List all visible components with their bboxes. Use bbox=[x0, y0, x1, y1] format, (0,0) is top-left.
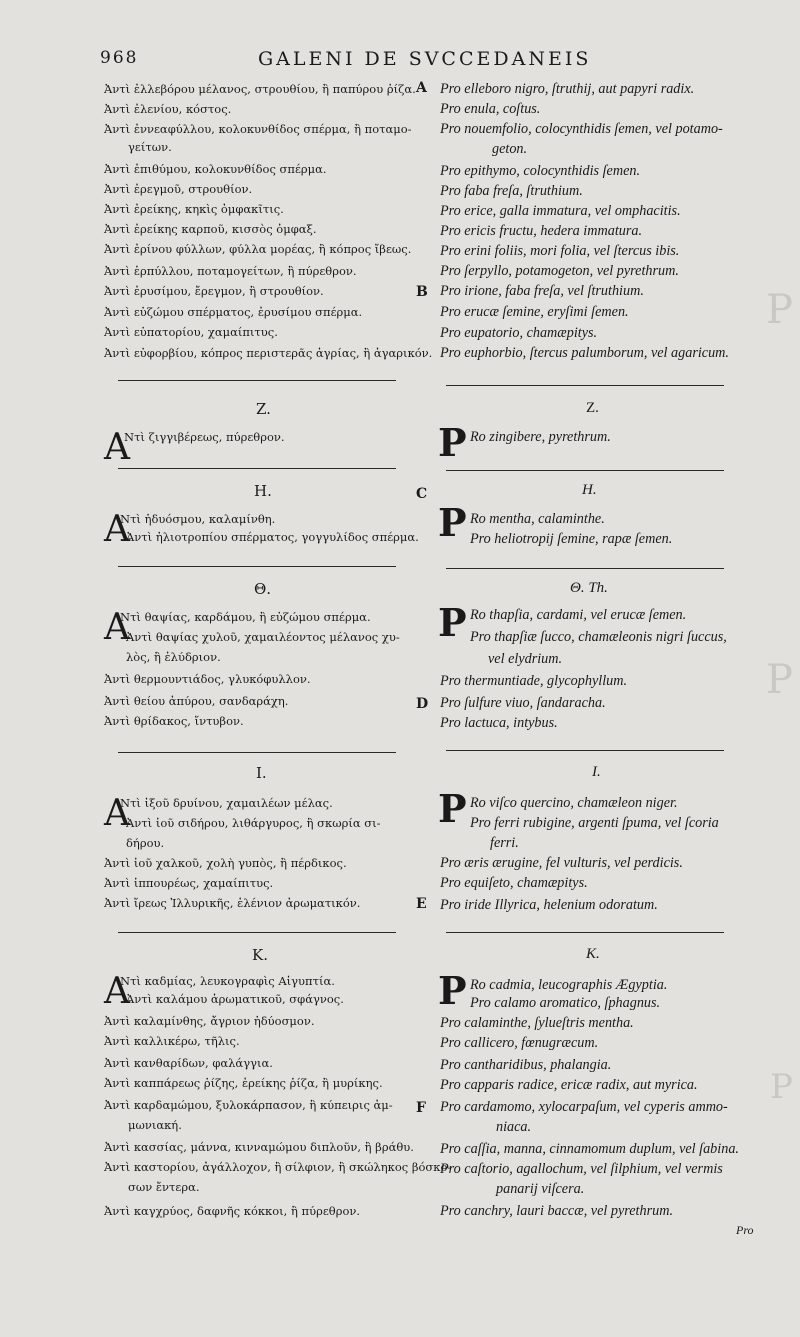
latin-line: Pro ſulfure viuo, ſandaracha. bbox=[440, 695, 606, 711]
page-number: 968 bbox=[100, 48, 139, 68]
bleed-through-text: P bbox=[766, 287, 793, 333]
greek-line: Ἀντὶ ἐλλεβόρου μέλανος, στρουθίου, ἢ παπύρου ῥίζα. bbox=[104, 82, 416, 96]
margin-letter-f: F bbox=[416, 1100, 426, 1116]
latin-line: Pro erini foliis, mori folia, vel ſtercus ibis. bbox=[440, 243, 680, 259]
section-rule bbox=[118, 752, 396, 753]
greek-line: Ἀντὶ καλαμίνθης, ἄγριον ἡδύοσμον. bbox=[104, 1014, 315, 1028]
latin-line: Ro mentha, calaminthe. bbox=[470, 511, 605, 527]
drop-cap-p: P bbox=[438, 968, 467, 1013]
greek-line: Ντὶ καδμίας, λευκογραφὶς Αἰγυπτία. bbox=[120, 974, 335, 988]
greek-line: Ἀντὶ ἐρίνου φύλλων, φύλλα μορέας, ἢ κόπρος ἴβεως. bbox=[104, 242, 412, 256]
section-letter-theta: Θ. Th. bbox=[570, 580, 608, 596]
latin-line: Pro heliotropij ſemine, rapæ ſemen. bbox=[470, 531, 673, 547]
latin-line: Pro lactuca, intybus. bbox=[440, 715, 558, 731]
section-rule bbox=[446, 750, 724, 751]
greek-line: Ἀντὶ καρδαμώμου, ξυλοκάρπασον, ἢ κύπειρις ἀμ- bbox=[104, 1098, 393, 1112]
latin-line: Pro enula, coſtus. bbox=[440, 101, 541, 117]
latin-column bbox=[440, 80, 760, 1337]
latin-line: Pro elleboro nigro, ſtruthij, aut papyri radix. bbox=[440, 81, 695, 97]
greek-line: Ἀντὶ ἡλιοτροπίου σπέρματος, γογγυλίδος σπέρμα. bbox=[126, 530, 419, 544]
greek-line: Ἀντὶ καγχρύος, δαφνῆς κόκκοι, ἢ πύρεθρον. bbox=[104, 1204, 361, 1218]
greek-line: Ἀντὶ καστορίου, ἀγάλλοχον, ἢ σίλφιον, ἢ σκώληκος βόσκο- bbox=[104, 1160, 452, 1174]
latin-line: Pro erice, galla immatura, vel omphacitis. bbox=[440, 203, 681, 219]
section-letter-eta: H. bbox=[582, 482, 597, 498]
margin-letter-d: D bbox=[416, 696, 429, 712]
greek-line: Ἀντὶ κασσίας, μάννα, κινναμώμου διπλοῦν, ἢ βράθυ. bbox=[104, 1140, 414, 1154]
greek-column bbox=[104, 80, 452, 1337]
latin-line: Pro caſſia, manna, cinnamomum duplum, vel ſabina. bbox=[440, 1141, 739, 1157]
greek-line: Ἀντὶ θαψίας χυλοῦ, χαμαιλέοντος μέλανος χυ- bbox=[126, 630, 400, 644]
latin-line: Pro capparis radice, ericæ radix, aut myrica. bbox=[440, 1077, 698, 1093]
latin-line: Ro viſco quercino, chamæleon niger. bbox=[470, 795, 678, 811]
section-rule bbox=[446, 568, 724, 569]
greek-line: Ἀντὶ ἐρείκης καρποῦ, κισσὸς ὀμφαξ. bbox=[104, 222, 317, 236]
section-rule bbox=[446, 470, 724, 471]
greek-line: Ἀντὶ ἰοῦ χαλκοῦ, χολὴ γυπὸς, ἢ πέρδικος. bbox=[104, 856, 347, 870]
section-letter-iota: I. bbox=[256, 764, 267, 782]
latin-line: Pro ferri rubigine, argenti ſpuma, vel ſcoria bbox=[470, 815, 719, 831]
latin-line: panarij viſcera. bbox=[496, 1181, 585, 1197]
catchword: Pro bbox=[736, 1223, 754, 1237]
latin-line: niaca. bbox=[496, 1119, 532, 1135]
section-rule bbox=[118, 380, 396, 381]
greek-line: Ἀντὶ καππάρεως ῥίζης, ἐρείκης ῥίζα, ἢ μυρίκης. bbox=[104, 1076, 383, 1090]
section-letter-z: Z. bbox=[586, 400, 599, 416]
section-rule bbox=[118, 566, 396, 567]
greek-line: σων ἔντερα. bbox=[128, 1180, 200, 1194]
section-letter-kappa: K. bbox=[586, 946, 600, 962]
bleed-through-text: P bbox=[770, 1067, 793, 1107]
greek-line: Ἀντὶ ἰοῦ σιδήρου, λιθάργυρος, ἢ σκωρία σι- bbox=[126, 816, 381, 830]
greek-line: Ἀντὶ ἴρεως Ἰλλυρικῆς, ἑλένιον ἀρωματικόν. bbox=[104, 896, 361, 910]
greek-line: Ἀντὶ εὐφορβίου, κόπρος περιστερᾶς ἀγρίας, ἢ ἀγαρικόν. bbox=[104, 346, 433, 360]
latin-line: Pro canchry, lauri baccæ, vel pyrethrum. bbox=[440, 1203, 673, 1219]
latin-line: Pro equiſeto, chamæpitys. bbox=[440, 875, 588, 891]
latin-line: Pro thapſiæ ſucco, chamæleonis nigri ſuccus, bbox=[470, 629, 727, 645]
greek-line: Ἀντὶ θρίδακος, ἴντυβον. bbox=[104, 714, 244, 728]
latin-line: Pro thermuntiade, glycophyllum. bbox=[440, 673, 628, 689]
greek-line: Ἀντὶ θείου ἀπύρου, σανδαράχη. bbox=[104, 694, 289, 708]
greek-line: Ἀντὶ ἑρπύλλου, ποταμογείτων, ἢ πύρεθρον. bbox=[104, 264, 357, 278]
latin-line: Pro nouemfolio, colocynthidis ſemen, vel potamo- bbox=[440, 121, 723, 137]
greek-line: λὸς, ἢ ἐλύδριον. bbox=[126, 650, 221, 664]
greek-line: Ἀντὶ ἐπιθύμου, κολοκυνθίδος σπέρμα. bbox=[104, 162, 327, 176]
latin-line: Ro cadmia, leucographis Ægyptia. bbox=[470, 977, 668, 993]
latin-line: Pro ericis fructu, hedera immatura. bbox=[440, 223, 643, 239]
section-letter-theta: Θ. bbox=[254, 580, 272, 598]
drop-cap: A bbox=[104, 793, 130, 834]
latin-line: Pro calaminthe, ſylueſtris mentha. bbox=[440, 1015, 634, 1031]
latin-line: ferri. bbox=[490, 835, 519, 851]
latin-line: Pro æris ærugine, fel vulturis, vel perdicis. bbox=[440, 855, 683, 871]
greek-line: Ντὶ ἰξοῦ δρυίνου, χαμαιλέων μέλας. bbox=[120, 796, 333, 810]
bleed-through-text: P bbox=[766, 657, 793, 703]
section-rule bbox=[118, 468, 396, 469]
latin-line: vel elydrium. bbox=[488, 651, 563, 667]
greek-line: Ἀντὶ εὐπατορίου, χαμαίπιτυς. bbox=[104, 325, 278, 339]
greek-line: Ἀντὶ κανθαρίδων, φαλάγγια. bbox=[104, 1056, 273, 1070]
latin-line: Pro erucæ ſemine, eryſimi ſemen. bbox=[440, 304, 629, 320]
greek-line: Ἀντὶ ἐρείκης, κηκὶς ὀμφακῖτις. bbox=[104, 202, 284, 216]
latin-line: Ro zingibere, pyrethrum. bbox=[470, 429, 611, 445]
greek-line: Ἀντὶ ἐλενίου, κόστος. bbox=[104, 102, 232, 116]
latin-line: Pro cardamomo, xylocarpaſum, vel cyperis ammo- bbox=[440, 1099, 728, 1115]
latin-line: Pro euphorbio, ſtercus palumborum, vel agaricum. bbox=[440, 345, 729, 361]
greek-line: Ἀντὶ ἐρεγμοῦ, στρουθίον. bbox=[104, 182, 253, 196]
drop-cap: A bbox=[104, 607, 130, 648]
section-rule bbox=[446, 385, 724, 386]
latin-line: Pro cantharidibus, phalangia. bbox=[440, 1057, 612, 1073]
drop-cap-p: P bbox=[438, 420, 467, 465]
latin-line: Pro faba freſa, ſtruthium. bbox=[440, 183, 583, 199]
running-title: GALENI DE SVCCEDANEIS bbox=[258, 48, 592, 70]
greek-line: Ἀντὶ εὐζώμου σπέρματος, ἐρυσίμου σπέρμα. bbox=[104, 305, 363, 319]
greek-line: Ντὶ ἡδυόσμου, καλαμίνθη. bbox=[120, 512, 276, 526]
section-letter-z: Z. bbox=[256, 400, 271, 418]
latin-line: Pro ſerpyllo, potamogeton, vel pyrethrum. bbox=[440, 263, 679, 279]
section-letter-iota: I. bbox=[592, 764, 601, 780]
section-rule bbox=[446, 932, 724, 933]
latin-line: Pro epithymo, colocynthidis ſemen. bbox=[440, 163, 641, 179]
greek-line: μωνιακή. bbox=[128, 1118, 182, 1132]
latin-line: Pro iride Illyrica, helenium odoratum. bbox=[440, 897, 658, 913]
latin-line: Pro eupatorio, chamæpitys. bbox=[440, 325, 598, 341]
greek-line: Ντὶ θαψίας, καρδάμου, ἢ εὐζώμου σπέρμα. bbox=[120, 610, 371, 624]
margin-letter-b: B bbox=[416, 284, 428, 300]
running-header bbox=[100, 48, 760, 72]
section-rule bbox=[118, 932, 396, 933]
greek-line: Ἀντὶ ἐννεαφύλλου, κολοκυνθίδος σπέρμα, ἢ ποταμο- bbox=[104, 122, 412, 136]
drop-cap: A bbox=[104, 971, 130, 1012]
greek-line: Ἀντὶ θερμουντιάδος, γλυκόφυλλον. bbox=[104, 672, 311, 686]
latin-line: Pro caſtorio, agallochum, vel ſilphium, vel vermis bbox=[440, 1161, 723, 1177]
greek-line: δήρου. bbox=[126, 836, 165, 850]
greek-line: Ἀντὶ καλάμου ἀρωματικοῦ, σφάγνος. bbox=[126, 992, 344, 1006]
greek-line: Ντὶ ζιγγιβέρεως, πύρεθρον. bbox=[124, 430, 285, 444]
greek-line: Ἀντὶ ἐρυσίμου, ἔρεγμον, ἢ στρουθίον. bbox=[104, 284, 324, 298]
section-letter-eta: H. bbox=[254, 482, 272, 500]
section-letter-kappa: K. bbox=[252, 946, 268, 964]
greek-line: γείτων. bbox=[128, 140, 172, 154]
latin-line: Pro calamo aromatico, ſphagnus. bbox=[470, 995, 661, 1011]
latin-line: Pro callicero, fœnugræcum. bbox=[440, 1035, 599, 1051]
latin-line: geton. bbox=[492, 141, 528, 157]
drop-cap: A bbox=[104, 509, 130, 550]
drop-cap-p: P bbox=[438, 600, 467, 645]
margin-letter-c: C bbox=[416, 486, 428, 502]
latin-line: Ro thapſia, cardami, vel erucæ ſemen. bbox=[470, 607, 687, 623]
margin-letter-e: E bbox=[416, 896, 427, 912]
margin-letter-a: A bbox=[416, 80, 427, 96]
drop-cap-p: P bbox=[438, 500, 467, 545]
greek-line: Ἀντὶ ἱππουρέως, χαμαίπιτυς. bbox=[104, 876, 274, 890]
latin-line: Pro irione, faba freſa, vel ſtruthium. bbox=[440, 283, 644, 299]
drop-cap-p: P bbox=[438, 786, 467, 831]
drop-cap: A bbox=[104, 427, 130, 468]
greek-line: Ἀντὶ καλλικέρω, τῆλις. bbox=[104, 1034, 240, 1048]
